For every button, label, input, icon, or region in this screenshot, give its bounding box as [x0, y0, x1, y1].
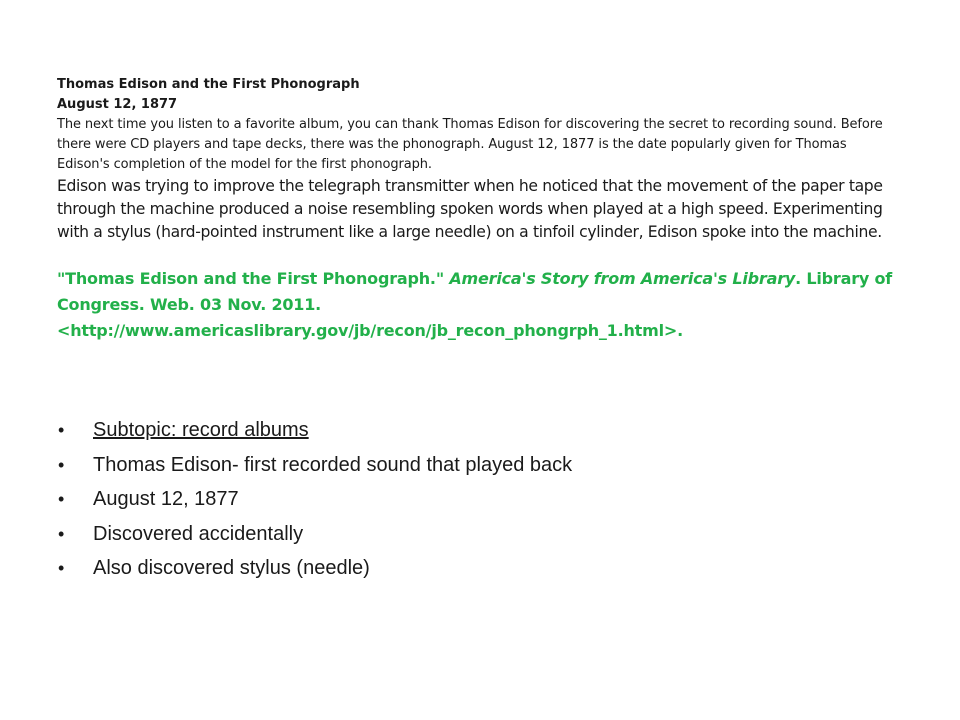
intro-paragraph: The next time you listen to a favorite album, you can thank Thomas Edison for discovering the secret to recording sound. Before there were CD players and tape decks, there was the phonograph. August 12, 1877 is the date popularly given for Thomas Edison's completion of the model for the first phonograph. [57, 117, 883, 172]
bullet-item [58, 482, 572, 517]
bullet-icon: • [58, 489, 65, 509]
bullet-text: August 12, 1877 [93, 488, 239, 510]
article-date: August 12, 1877 [57, 97, 178, 112]
citation-source: America's Story from America's Library [449, 269, 796, 288]
bullet-icon: • [58, 558, 65, 578]
bullet-icon: • [58, 523, 65, 544]
citation-publisher: . Library of Congress. Web. 03 Nov. 2011. [57, 269, 893, 314]
bullet-text: Also discovered stylus (needle) [93, 557, 370, 579]
body-paragraph: Edison was trying to improve the telegraph transmitter when he noticed that the movement of the paper tape through the machine produced a noise resembling spoken words when played at a high speed. Experimenting with a stylus (hard-pointed instrument like a large needle) on a tinfoil cylinder, Edison spoke into the machine. [57, 177, 883, 241]
bullet-icon: • [58, 454, 65, 475]
header-block [57, 75, 902, 244]
bullet-list [58, 413, 572, 586]
bullet-item [58, 413, 572, 448]
citation-title: "Thomas Edison and the First Phonograph." [57, 269, 444, 288]
bullet-text: Thomas Edison- first recorded sound that played back [93, 453, 573, 476]
bullet-item [58, 517, 572, 552]
citation [57, 266, 902, 344]
citation-url: <http://www.americaslibrary.gov/jb/recon/jb_recon_phongrph_1.html>. [57, 321, 683, 340]
bullet-icon: • [58, 420, 65, 440]
bullet-text: Discovered accidentally [93, 522, 304, 545]
article-title: Thomas Edison and the First Phonograph [57, 77, 360, 92]
bullet-text: Subtopic: record albums [93, 419, 309, 441]
bullet-item [58, 551, 572, 586]
bullet-item [58, 448, 572, 483]
